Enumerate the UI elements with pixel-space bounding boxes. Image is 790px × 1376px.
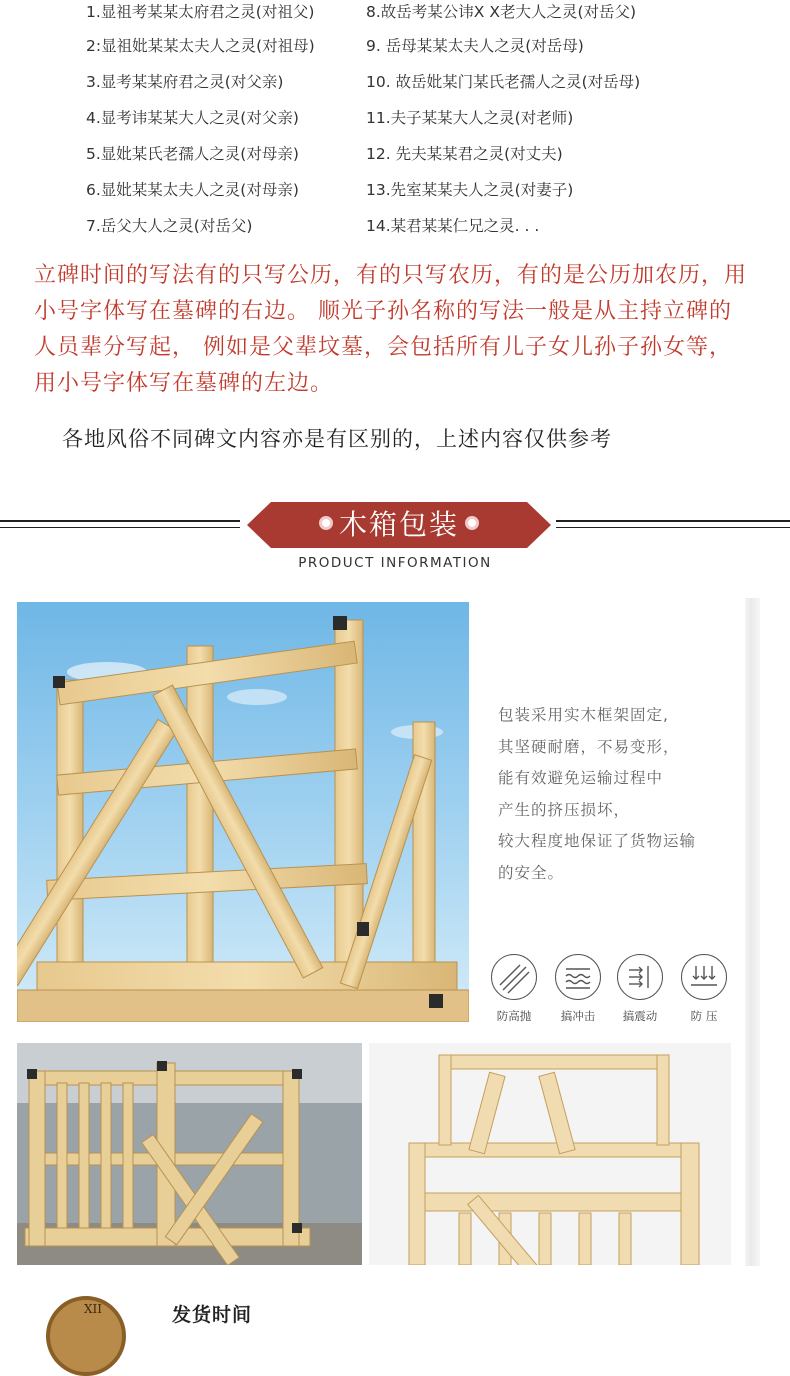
title-item: 3.显考某某府君之灵(对父亲) (86, 73, 284, 91)
shipping-time-title: 发货时间 (172, 1304, 253, 1326)
shock-absorb-icon (555, 954, 601, 1000)
description-line: 产生的挤压损坏， (498, 800, 631, 819)
title-item: 6.显妣某某太夫人之灵(对母亲) (86, 181, 299, 199)
crate-image (17, 602, 469, 1022)
feature-label: 防高抛 (496, 1009, 532, 1023)
side-decoration (745, 598, 760, 1266)
feature-label: 搞震动 (622, 1009, 658, 1023)
title-item: 1.显祖考某某太府君之灵(对祖父) (86, 3, 315, 21)
banner-dot-left (319, 516, 333, 530)
title-item: 12. 先夫某某君之灵(对丈夫) (366, 145, 563, 163)
vibration-resistant-icon (617, 954, 663, 1000)
banner-dot-right (465, 516, 479, 530)
feature-drop-resistant (488, 954, 540, 1024)
header-rule-left-thin (0, 527, 240, 528)
title-item: 11.夫子某某大人之灵(对老师) (366, 109, 574, 127)
wooden-crate-photo-main (17, 602, 469, 1022)
title-item: 8.故岳考某公讳X X老大人之灵(对岳父) (366, 3, 637, 21)
wooden-crate-photo-warehouse (17, 1043, 362, 1265)
inscription-date-note: 立碑时间的写法有的只写公历，有的只写农历，有的是公历加农历，用小号字体写在墓碑的右边。 顺光子孙名称的写法一般是从主持立碑的人员辈分写起， 例如是父辈坟墓，会包括所有儿子女儿孙子孙女等，用小号字体写在墓碑的左边。 (34, 263, 748, 396)
crate-image (17, 1043, 362, 1265)
title-item: 5.显妣某氏老孺人之灵(对母亲) (86, 145, 299, 163)
title-item: 14.某君某某仁兄之灵. . . (366, 217, 540, 235)
feature-vibration-resistant (614, 954, 666, 1024)
description-line: 较大程度地保证了货物运输 (498, 832, 697, 851)
title-item: 10. 故岳妣某门某氏老孺人之灵(对岳母) (366, 73, 641, 91)
header-rule-left (0, 520, 240, 522)
section-subtitle: PRODUCT INFORMATION (298, 555, 492, 571)
description-line: 包装采用实木框架固定, (498, 706, 669, 724)
drop-resistant-icon (491, 954, 537, 1000)
section-title: 木箱包装 (338, 508, 459, 541)
feature-label: 搞冲击 (560, 1009, 596, 1023)
feature-pressure-resistant (678, 954, 730, 1024)
header-rule-right-thin (556, 527, 790, 528)
feature-label: 防 压 (690, 1009, 718, 1023)
title-item: 9. 岳母某某太夫人之灵(对岳母) (366, 37, 584, 55)
title-item: 4.显考讳某某大人之灵(对父亲) (86, 109, 299, 127)
wooden-crate-photo-studio (369, 1043, 731, 1265)
clock-numeral: XII (84, 1302, 103, 1316)
title-item: 13.先室某某夫人之灵(对妻子) (366, 181, 574, 199)
title-item: 7.岳父大人之灵(对岳父) (86, 217, 253, 235)
pressure-resistant-icon (681, 954, 727, 1000)
description-line: 其坚硬耐磨，不易变形， (498, 737, 680, 756)
section-banner (247, 502, 551, 548)
packaging-description (498, 700, 696, 890)
reference-disclaimer: 各地风俗不同碑文内容亦是有区别的，上述内容仅供参考 (62, 427, 612, 451)
header-rule-right (556, 520, 790, 522)
description-line: 的安全。 (498, 863, 565, 882)
title-item: 2:显祖妣某某太夫人之灵(对祖母) (86, 37, 315, 55)
crate-image (369, 1043, 731, 1265)
description-line: 能有效避免运输过程中 (498, 769, 664, 788)
feature-shock-absorb (552, 954, 604, 1024)
